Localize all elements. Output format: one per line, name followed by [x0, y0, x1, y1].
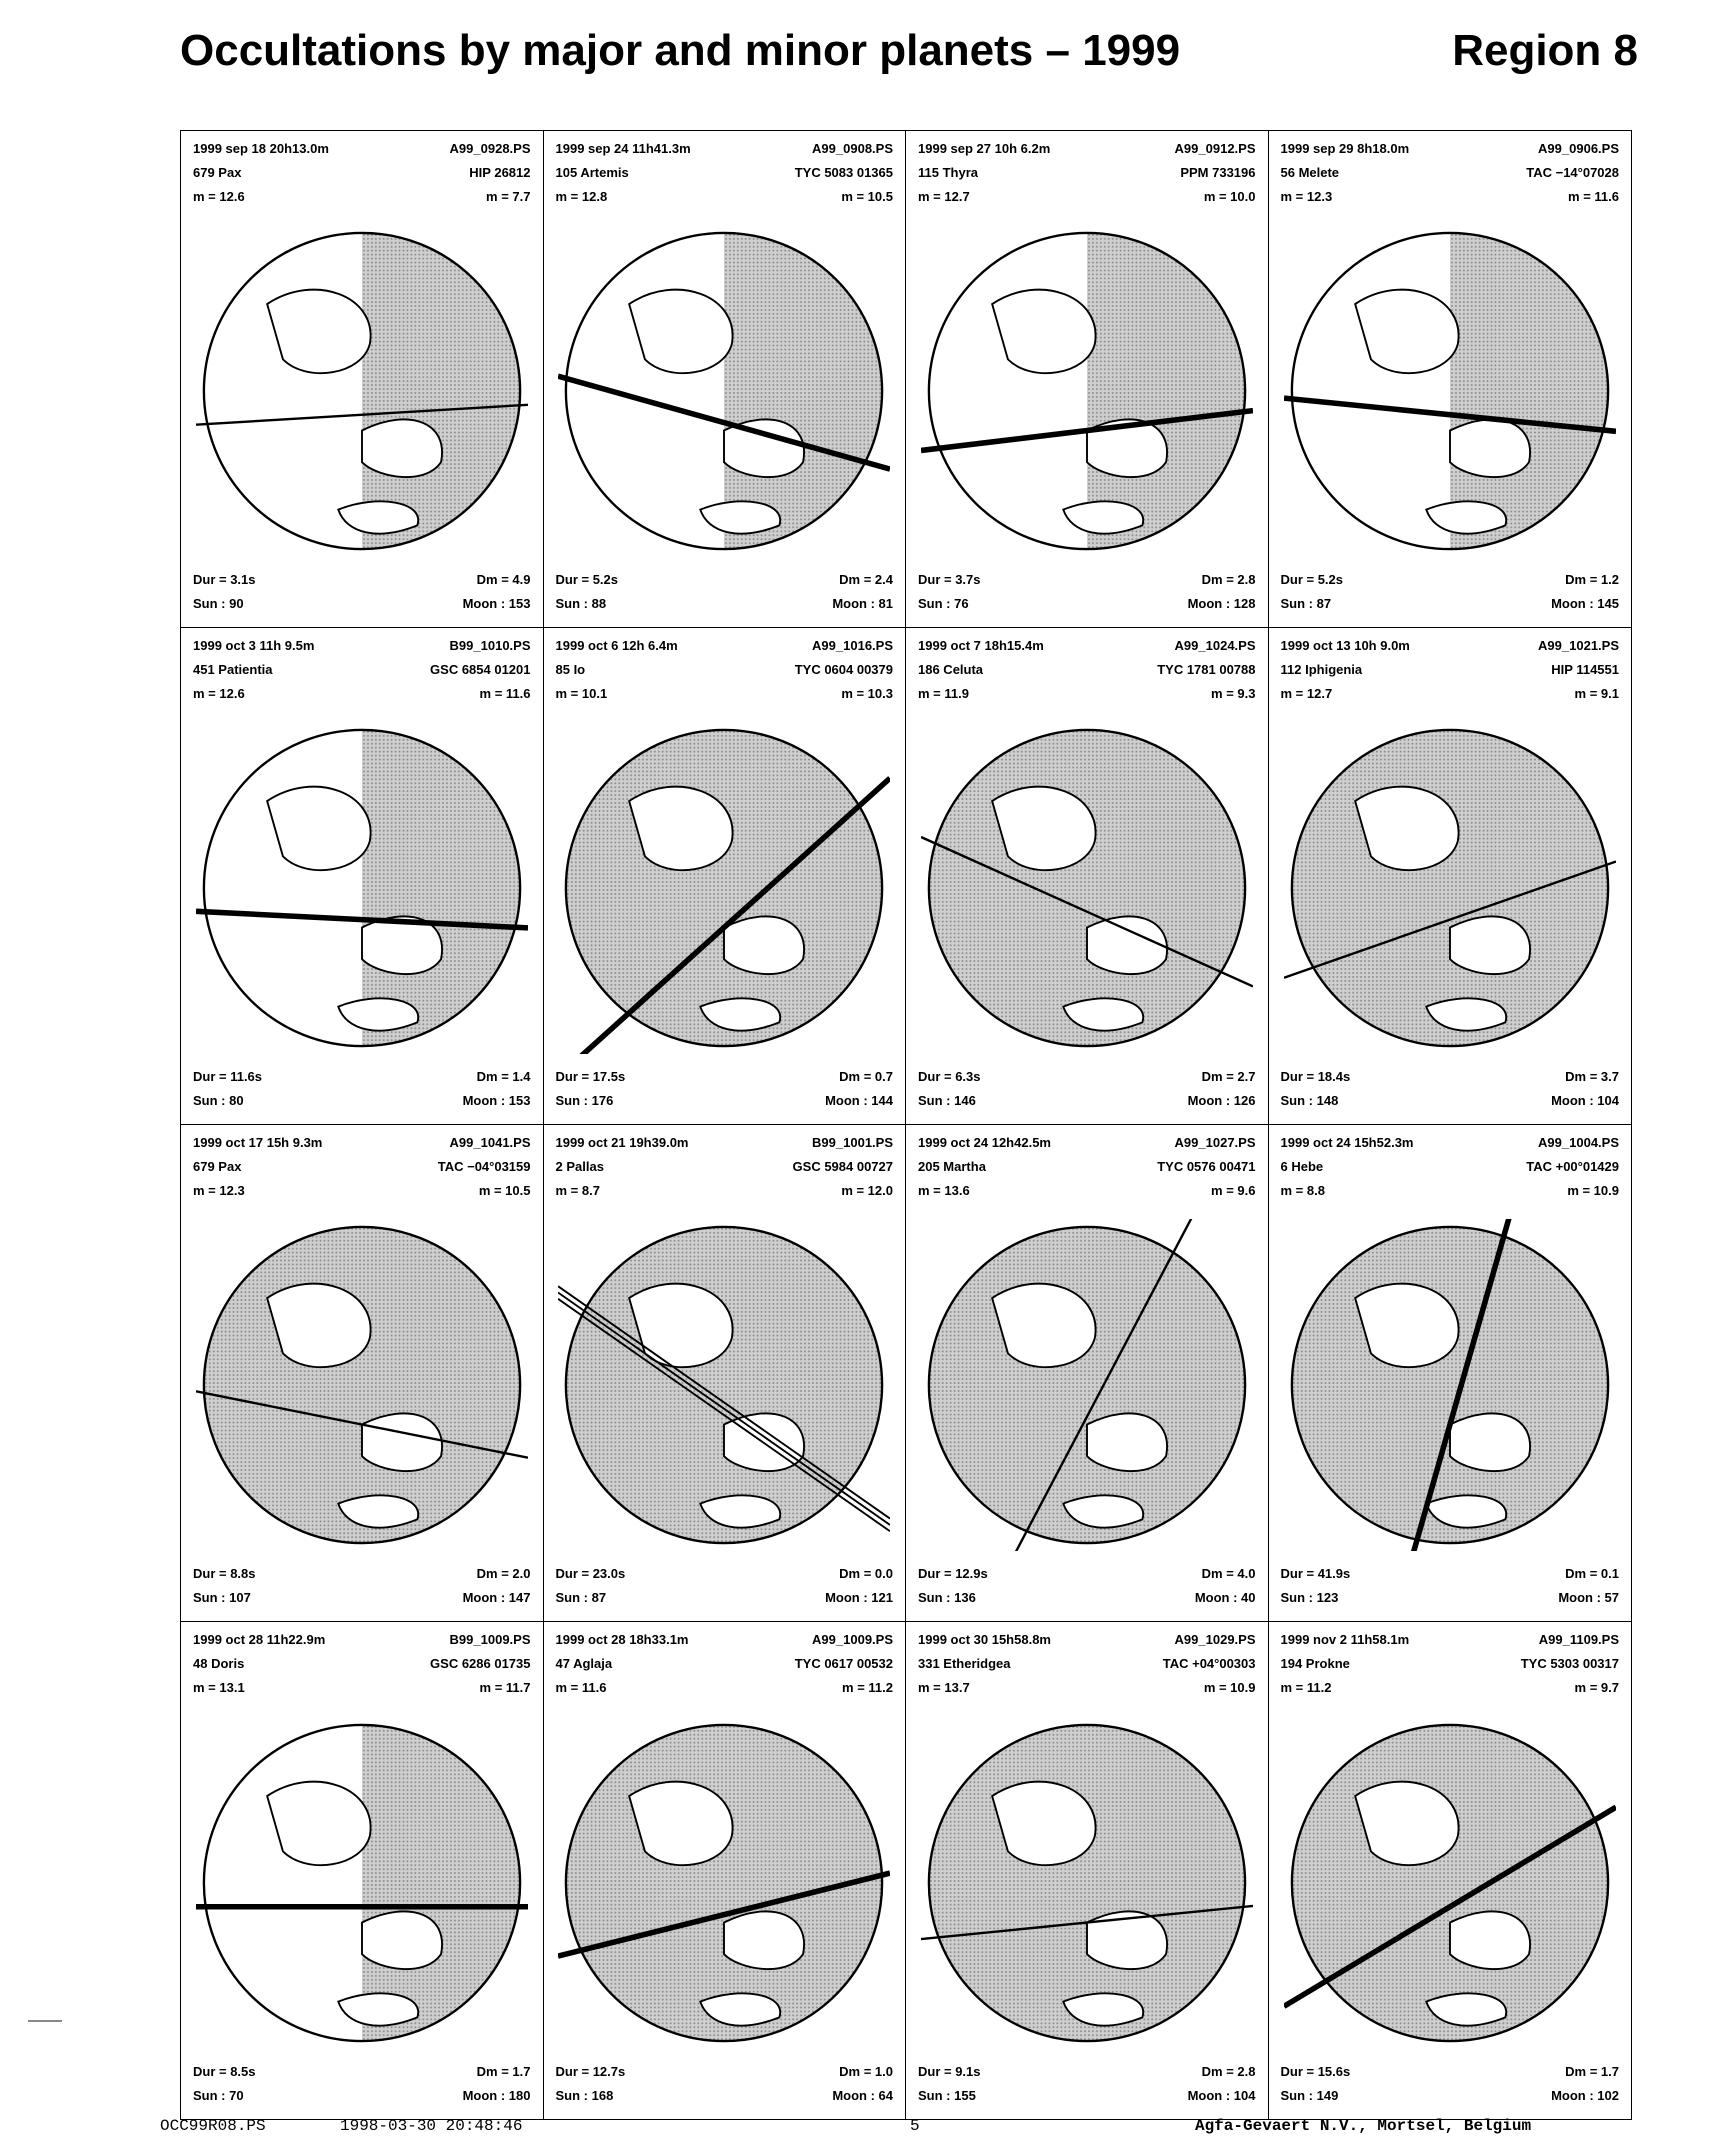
- duration: Dur = 3.7s: [918, 572, 981, 587]
- planet-magnitude: m = 13.1: [193, 1680, 245, 1695]
- magnitude-drop: Dm = 2.7: [1201, 1069, 1256, 1084]
- planet-name: 47 Aglaja: [555, 1656, 613, 1671]
- landmass: [1450, 1911, 1530, 1969]
- sun-elongation: Sun : 88: [555, 596, 607, 611]
- duration: Dur = 3.1s: [193, 572, 256, 587]
- planet-name: 6 Hebe: [1280, 1159, 1324, 1174]
- cell-row: [918, 596, 1256, 611]
- page-title: Occultations by major and minor planets – 1999: [180, 26, 1181, 75]
- planet-magnitude: m = 12.6: [193, 686, 245, 701]
- cell-row: [193, 662, 531, 677]
- cell-row: [193, 686, 531, 701]
- star-magnitude: m = 11.6: [479, 686, 531, 701]
- globe-map: [921, 722, 1253, 1054]
- planet-name: 186 Celuta: [918, 662, 984, 677]
- cell-row: [1281, 1566, 1620, 1581]
- cell-row: [556, 1656, 894, 1671]
- cell-row: [556, 189, 894, 204]
- cell-row: [918, 572, 1256, 587]
- sun-elongation: Sun : 148: [1280, 1093, 1339, 1108]
- landmass: [362, 1413, 442, 1471]
- file-name: A99_0908.PS: [812, 141, 893, 156]
- event-date: 1999 oct 7 18h15.4m: [918, 638, 1044, 653]
- star-id: TYC 5083 01365: [794, 165, 893, 180]
- magnitude-drop: Dm = 2.8: [1201, 572, 1256, 587]
- occultation-cell: [544, 628, 907, 1125]
- star-id: TYC 1781 00788: [1157, 662, 1256, 677]
- cell-row: [556, 596, 894, 611]
- planet-name: 105 Artemis: [555, 165, 629, 180]
- cell-row: [193, 1680, 531, 1695]
- cell-row: [1281, 686, 1620, 701]
- sun-elongation: Sun : 149: [1280, 2088, 1339, 2103]
- moon-elongation: Moon : 153: [462, 1093, 531, 1108]
- occultation-cell: [906, 628, 1269, 1125]
- globe-map: [558, 1219, 890, 1551]
- sun-elongation: Sun : 70: [193, 2088, 244, 2103]
- star-magnitude: m = 10.5: [841, 189, 893, 204]
- moon-elongation: Moon : 126: [1187, 1093, 1256, 1108]
- cell-row: [556, 1093, 894, 1108]
- cell-row: [918, 1159, 1256, 1174]
- cell-row: [1281, 1632, 1620, 1647]
- magnitude-drop: Dm = 4.0: [1201, 1566, 1256, 1581]
- cell-row: [193, 2064, 531, 2079]
- planet-name: 48 Doris: [193, 1656, 245, 1671]
- cell-row: [193, 189, 531, 204]
- cell-row: [193, 165, 531, 180]
- cell-row: [918, 141, 1256, 156]
- file-name: A99_1027.PS: [1174, 1135, 1256, 1150]
- cell-row: [918, 1183, 1256, 1198]
- file-name: A99_1029.PS: [1174, 1632, 1256, 1647]
- cell-row: [918, 1069, 1256, 1084]
- globe-map: [558, 722, 890, 1054]
- moon-elongation: Moon : 180: [462, 2088, 531, 2103]
- planet-magnitude: m = 10.1: [555, 686, 608, 701]
- magnitude-drop: Dm = 2.0: [476, 1566, 531, 1581]
- planet-name: 679 Pax: [193, 165, 242, 180]
- planet-name: 451 Patientia: [193, 662, 273, 677]
- planet-name: 194 Prokne: [1280, 1656, 1350, 1671]
- occultation-cell: [181, 1125, 544, 1622]
- star-magnitude: m = 10.5: [478, 1183, 531, 1198]
- file-name: A99_0906.PS: [1538, 141, 1619, 156]
- cell-row: [1281, 1656, 1620, 1671]
- cell-row: [556, 572, 894, 587]
- sun-elongation: Sun : 76: [918, 596, 969, 611]
- sun-elongation: Sun : 107: [193, 1590, 251, 1605]
- file-name: A99_1016.PS: [812, 638, 893, 653]
- sun-elongation: Sun : 136: [918, 1590, 976, 1605]
- planet-magnitude: m = 11.2: [1280, 1680, 1332, 1695]
- magnitude-drop: Dm = 1.7: [476, 2064, 531, 2079]
- cell-row: [1281, 1183, 1620, 1198]
- magnitude-drop: Dm = 0.0: [839, 1566, 893, 1581]
- star-id: TYC 0576 00471: [1157, 1159, 1256, 1174]
- sun-elongation: Sun : 87: [1280, 596, 1332, 611]
- landmass: [362, 1911, 442, 1969]
- cell-row: [918, 165, 1256, 180]
- moon-elongation: Moon : 57: [1558, 1590, 1619, 1605]
- event-date: 1999 oct 21 19h39.0m: [555, 1135, 689, 1150]
- star-id: TAC −14°07028: [1526, 165, 1619, 180]
- file-name: A99_1021.PS: [1538, 638, 1619, 653]
- cell-row: [193, 596, 531, 611]
- event-date: 1999 oct 24 15h52.3m: [1280, 1135, 1414, 1150]
- cell-row: [918, 1093, 1256, 1108]
- planet-magnitude: m = 12.7: [918, 189, 970, 204]
- file-name: A99_1024.PS: [1174, 638, 1256, 653]
- occultation-cell: [544, 131, 907, 628]
- star-magnitude: m = 12.0: [841, 1183, 893, 1198]
- planet-magnitude: m = 12.3: [1280, 189, 1333, 204]
- magnitude-drop: Dm = 2.4: [839, 572, 893, 587]
- cell-row: [1281, 1135, 1620, 1150]
- occultation-cell: [181, 628, 544, 1125]
- occultation-cell: [1269, 1622, 1632, 2119]
- cell-row: [1281, 596, 1620, 611]
- event-date: 1999 sep 27 10h 6.2m: [918, 141, 1051, 156]
- globe-map: [921, 1717, 1253, 2049]
- sun-elongation: Sun : 80: [193, 1093, 244, 1108]
- cell-row: [918, 686, 1256, 701]
- duration: Dur = 5.2s: [1280, 572, 1344, 587]
- cell-row: [1281, 2088, 1620, 2103]
- planet-magnitude: m = 8.7: [555, 1183, 600, 1198]
- cell-row: [193, 1093, 531, 1108]
- star-magnitude: m = 10.0: [1203, 189, 1256, 204]
- cell-row: [918, 1680, 1256, 1695]
- cell-row: [918, 662, 1256, 677]
- star-id: TAC +00°01429: [1526, 1159, 1619, 1174]
- globe-map: [558, 1717, 890, 2049]
- event-date: 1999 nov 2 11h58.1m: [1280, 1632, 1410, 1647]
- footer-file: OCC99R08.PS: [160, 2117, 266, 2135]
- cell-row: [918, 2088, 1256, 2103]
- globe-map: [921, 1219, 1253, 1551]
- cell-row: [193, 1069, 531, 1084]
- cell-row: [556, 662, 894, 677]
- star-magnitude: m = 10.9: [1203, 1680, 1256, 1695]
- cell-row: [1281, 1159, 1620, 1174]
- occultation-cell: [906, 131, 1269, 628]
- planet-magnitude: m = 13.6: [918, 1183, 970, 1198]
- globe-map: [1284, 225, 1616, 557]
- moon-elongation: Moon : 81: [832, 596, 893, 611]
- duration: Dur = 23.0s: [555, 1566, 626, 1581]
- cell-row: [556, 1183, 894, 1198]
- planet-magnitude: m = 11.9: [918, 686, 969, 701]
- duration: Dur = 41.9s: [1280, 1566, 1351, 1581]
- moon-elongation: Moon : 121: [825, 1590, 893, 1605]
- sun-elongation: Sun : 168: [555, 2088, 614, 2103]
- cell-row: [193, 1590, 531, 1605]
- occultation-grid: [180, 130, 1632, 2120]
- magnitude-drop: Dm = 2.8: [1201, 2064, 1256, 2079]
- magnitude-drop: Dm = 3.7: [1565, 1069, 1619, 1084]
- planet-name: 85 Io: [555, 662, 586, 677]
- star-id: TYC 5303 00317: [1520, 1656, 1619, 1671]
- star-magnitude: m = 11.7: [479, 1680, 531, 1695]
- landmass: [724, 916, 804, 974]
- globe-map: [196, 225, 528, 557]
- duration: Dur = 12.9s: [918, 1566, 988, 1581]
- event-date: 1999 sep 29 8h18.0m: [1280, 141, 1410, 156]
- planet-name: 112 Iphigenia: [1280, 662, 1363, 677]
- cell-row: [193, 2088, 531, 2103]
- duration: Dur = 17.5s: [555, 1069, 626, 1084]
- cell-row: [556, 1135, 894, 1150]
- duration: Dur = 18.4s: [1280, 1069, 1351, 1084]
- magnitude-drop: Dm = 1.4: [476, 1069, 531, 1084]
- cell-row: [1281, 141, 1620, 156]
- cell-row: [918, 1656, 1256, 1671]
- magnitude-drop: Dm = 0.7: [839, 1069, 893, 1084]
- star-id: TYC 0604 00379: [794, 662, 893, 677]
- cell-row: [193, 1656, 531, 1671]
- cell-row: [193, 1135, 531, 1150]
- star-id: TAC +04°00303: [1162, 1656, 1256, 1671]
- event-date: 1999 oct 3 11h 9.5m: [193, 638, 315, 653]
- cell-row: [193, 1183, 531, 1198]
- star-id: GSC 6286 01735: [430, 1656, 531, 1671]
- magnitude-drop: Dm = 0.1: [1565, 1566, 1619, 1581]
- star-magnitude: m = 10.9: [1567, 1183, 1619, 1198]
- event-date: 1999 oct 6 12h 6.4m: [555, 638, 678, 653]
- planet-name: 2 Pallas: [555, 1159, 604, 1174]
- cell-row: [556, 2088, 894, 2103]
- globe-map: [921, 225, 1253, 557]
- moon-elongation: Moon : 147: [462, 1590, 531, 1605]
- cell-row: [918, 1590, 1256, 1605]
- file-name: A99_0912.PS: [1174, 141, 1256, 156]
- occultation-cell: [906, 1125, 1269, 1622]
- planet-magnitude: m = 11.6: [555, 1680, 607, 1695]
- planet-name: 679 Pax: [193, 1159, 242, 1174]
- duration: Dur = 5.2s: [555, 572, 619, 587]
- event-date: 1999 oct 24 12h42.5m: [918, 1135, 1051, 1150]
- star-magnitude: m = 11.6: [1568, 189, 1619, 204]
- cell-row: [1281, 1093, 1620, 1108]
- event-date: 1999 oct 28 18h33.1m: [555, 1632, 689, 1647]
- cell-row: [918, 638, 1256, 653]
- moon-elongation: Moon : 128: [1187, 596, 1256, 611]
- cell-row: [556, 165, 894, 180]
- planet-magnitude: m = 13.7: [918, 1680, 970, 1695]
- landmass: [1450, 916, 1530, 974]
- occultation-cell: [181, 131, 544, 628]
- cell-row: [1281, 165, 1620, 180]
- cell-row: [193, 638, 531, 653]
- magnitude-drop: Dm = 1.0: [839, 2064, 893, 2079]
- event-date: 1999 oct 13 10h 9.0m: [1280, 638, 1410, 653]
- event-date: 1999 oct 30 15h58.8m: [918, 1632, 1051, 1647]
- star-id: GSC 6854 01201: [430, 662, 531, 677]
- star-magnitude: m = 9.6: [1211, 1183, 1256, 1198]
- moon-elongation: Moon : 64: [832, 2088, 893, 2103]
- star-id: HIP 114551: [1551, 662, 1619, 677]
- file-name: B99_1001.PS: [812, 1135, 893, 1150]
- planet-name: 205 Martha: [918, 1159, 986, 1174]
- cell-row: [193, 141, 531, 156]
- duration: Dur = 11.6s: [193, 1069, 263, 1084]
- event-date: 1999 sep 18 20h13.0m: [193, 141, 329, 156]
- cell-row: [556, 1069, 894, 1084]
- star-magnitude: m = 11.2: [842, 1680, 893, 1695]
- cell-row: [193, 572, 531, 587]
- cell-row: [1281, 2064, 1620, 2079]
- star-id: HIP 26812: [469, 165, 531, 180]
- sun-elongation: Sun : 146: [918, 1093, 976, 1108]
- star-magnitude: m = 9.3: [1211, 686, 1256, 701]
- occultation-cell: [1269, 131, 1632, 628]
- planet-name: 115 Thyra: [918, 165, 978, 180]
- magnitude-drop: Dm = 4.9: [476, 572, 531, 587]
- moon-elongation: Moon : 145: [1551, 596, 1619, 611]
- moon-elongation: Moon : 104: [1551, 1093, 1619, 1108]
- cell-row: [1281, 572, 1620, 587]
- margin-mark: [28, 2020, 62, 2022]
- duration: Dur = 12.7s: [555, 2064, 626, 2079]
- cell-row: [1281, 189, 1620, 204]
- magnitude-drop: Dm = 1.7: [1565, 2064, 1619, 2079]
- footer-timestamp: 1998-03-30 20:48:46: [340, 2117, 523, 2135]
- duration: Dur = 8.5s: [193, 2064, 256, 2079]
- cell-row: [1281, 1680, 1620, 1695]
- cell-row: [193, 1159, 531, 1174]
- star-magnitude: m = 7.7: [486, 189, 531, 204]
- occultation-cell: [1269, 628, 1632, 1125]
- planet-magnitude: m = 12.3: [193, 1183, 245, 1198]
- cell-row: [556, 1680, 894, 1695]
- sun-elongation: Sun : 90: [193, 596, 244, 611]
- landmass: [362, 419, 442, 477]
- sun-elongation: Sun : 87: [555, 1590, 607, 1605]
- file-name: B99_1010.PS: [449, 638, 531, 653]
- duration: Dur = 9.1s: [918, 2064, 981, 2079]
- cell-row: [918, 1566, 1256, 1581]
- duration: Dur = 6.3s: [918, 1069, 981, 1084]
- duration: Dur = 15.6s: [1280, 2064, 1351, 2079]
- planet-magnitude: m = 12.7: [1280, 686, 1333, 701]
- cell-row: [918, 1632, 1256, 1647]
- occultation-cell: [181, 1622, 544, 2119]
- moon-elongation: Moon : 40: [1194, 1590, 1256, 1605]
- star-magnitude: m = 9.7: [1574, 1680, 1619, 1695]
- globe-map: [196, 722, 528, 1054]
- duration: Dur = 8.8s: [193, 1566, 256, 1581]
- cell-row: [1281, 1069, 1620, 1084]
- cell-row: [556, 1566, 894, 1581]
- star-magnitude: m = 10.3: [841, 686, 893, 701]
- cell-row: [556, 1159, 894, 1174]
- star-id: GSC 5984 00727: [792, 1159, 893, 1174]
- magnitude-drop: Dm = 1.2: [1565, 572, 1619, 587]
- moon-elongation: Moon : 104: [1187, 2088, 1256, 2103]
- file-name: A99_0928.PS: [449, 141, 531, 156]
- cell-row: [1281, 662, 1620, 677]
- planet-magnitude: m = 12.6: [193, 189, 245, 204]
- planet-magnitude: m = 12.8: [555, 189, 608, 204]
- occultation-cell: [544, 1125, 907, 1622]
- star-id: TYC 0617 00532: [794, 1656, 893, 1671]
- cell-row: [193, 1566, 531, 1581]
- sun-elongation: Sun : 176: [555, 1093, 614, 1108]
- landmass: [1087, 1911, 1167, 1969]
- landmass: [1450, 1413, 1530, 1471]
- cell-row: [1281, 638, 1620, 653]
- landmass: [1450, 419, 1530, 477]
- cell-row: [918, 189, 1256, 204]
- landmass: [724, 1911, 804, 1969]
- sun-elongation: Sun : 155: [918, 2088, 976, 2103]
- landmass: [1087, 1413, 1167, 1471]
- file-name: A99_1041.PS: [449, 1135, 531, 1150]
- cell-row: [556, 1590, 894, 1605]
- star-id: TAC −04°03159: [437, 1159, 531, 1174]
- event-date: 1999 oct 28 11h22.9m: [193, 1632, 326, 1647]
- globe-map: [196, 1717, 528, 2049]
- file-name: A99_1004.PS: [1538, 1135, 1619, 1150]
- landmass: [1087, 916, 1167, 974]
- star-id: PPM 733196: [1180, 165, 1256, 180]
- footer-credit: Agfa-Gevaert N.V., Mortsel, Belgium: [1195, 2117, 1532, 2135]
- moon-elongation: Moon : 102: [1551, 2088, 1619, 2103]
- globe-map: [1284, 1717, 1616, 2049]
- moon-elongation: Moon : 153: [462, 596, 531, 611]
- page-number: 5: [910, 2117, 920, 2135]
- cell-row: [556, 638, 894, 653]
- planet-name: 331 Etheridgea: [918, 1656, 1011, 1671]
- file-name: B99_1009.PS: [449, 1632, 531, 1647]
- cell-row: [556, 686, 894, 701]
- occultation-cell: [1269, 1125, 1632, 1622]
- cell-row: [1281, 1590, 1620, 1605]
- event-date: 1999 oct 17 15h 9.3m: [193, 1135, 323, 1150]
- sun-elongation: Sun : 123: [1280, 1590, 1339, 1605]
- planet-name: 56 Melete: [1280, 165, 1340, 180]
- cell-row: [918, 1135, 1256, 1150]
- moon-elongation: Moon : 144: [825, 1093, 893, 1108]
- globe-map: [196, 1219, 528, 1551]
- planet-magnitude: m = 8.8: [1280, 1183, 1325, 1198]
- region-label: Region 8: [1452, 26, 1638, 75]
- cell-row: [918, 2064, 1256, 2079]
- globe-map: [558, 225, 890, 557]
- cell-row: [193, 1632, 531, 1647]
- cell-row: [556, 1632, 894, 1647]
- event-date: 1999 sep 24 11h41.3m: [555, 141, 691, 156]
- star-magnitude: m = 9.1: [1574, 686, 1619, 701]
- occultation-cell: [544, 1622, 907, 2119]
- occultation-cell: [906, 1622, 1269, 2119]
- cell-row: [556, 2064, 894, 2079]
- globe-map: [1284, 1219, 1616, 1551]
- file-name: A99_1109.PS: [1538, 1632, 1619, 1647]
- globe-map: [1284, 722, 1616, 1054]
- cell-row: [556, 141, 894, 156]
- file-name: A99_1009.PS: [812, 1632, 893, 1647]
